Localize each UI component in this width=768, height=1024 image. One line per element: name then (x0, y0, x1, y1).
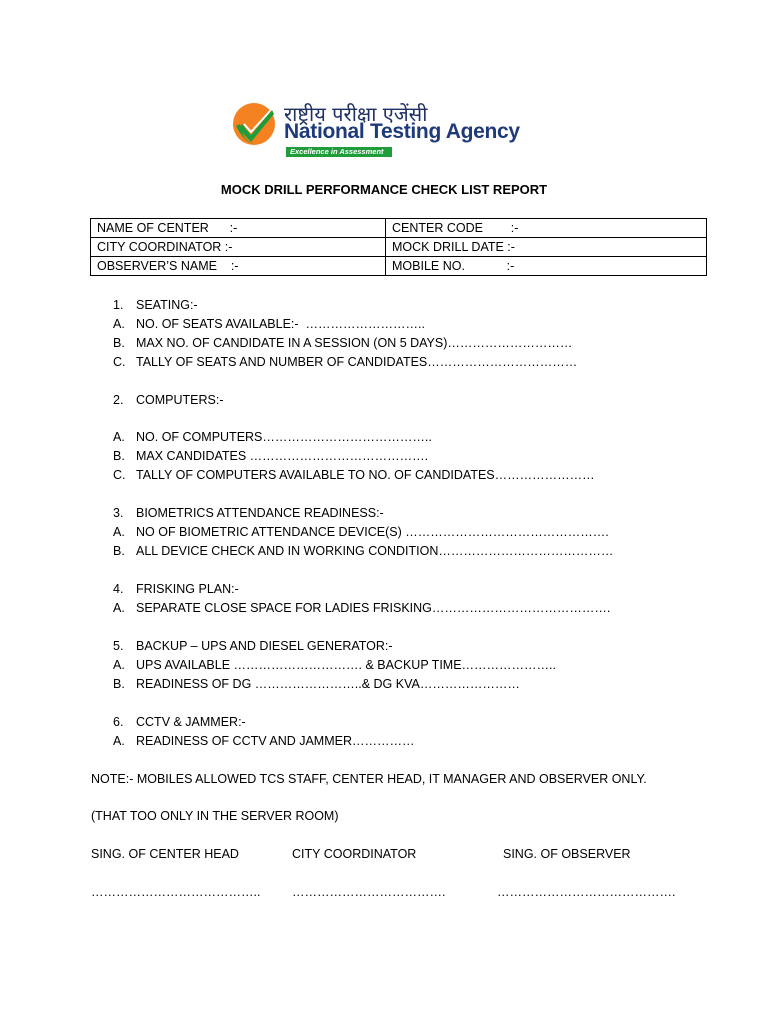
signature-label-center-head: SING. OF CENTER HEAD (91, 847, 239, 861)
item-marker: C. (113, 355, 126, 369)
list-item: READINESS OF DG ……………………..& DG KVA…………………… (136, 677, 520, 691)
section-title-computers: COMPUTERS:- (136, 393, 224, 407)
item-marker: A. (113, 317, 125, 331)
list-item: TALLY OF SEATS AND NUMBER OF CANDIDATES……………………………… (136, 355, 578, 369)
note-text: NOTE:- MOBILES ALLOWED TCS STAFF, CENTER HEAD, IT MANAGER AND OBSERVER ONLY. (91, 772, 647, 786)
list-item: READINESS OF CCTV AND JAMMER…………… (136, 734, 415, 748)
list-item: UPS AVAILABLE …………………………. & BACKUP TIME………………….. (136, 658, 556, 672)
item-marker: A. (113, 658, 125, 672)
section-number: 6. (113, 715, 124, 729)
item-marker: A. (113, 525, 125, 539)
list-item: MAX NO. OF CANDIDATE IN A SESSION (ON 5 DAYS)………………………… (136, 336, 573, 350)
section-title-frisking: FRISKING PLAN:- (136, 582, 239, 596)
table-cell-mobile-no: MOBILE NO. :- (386, 257, 707, 276)
section-number: 2. (113, 393, 124, 407)
section-number: 1. (113, 298, 124, 312)
item-marker: B. (113, 336, 125, 350)
signature-label-observer: SING. OF OBSERVER (503, 847, 631, 861)
signature-line-observer: ……………………………………. (497, 885, 676, 899)
item-marker: B. (113, 677, 125, 691)
item-marker: A. (113, 430, 125, 444)
section-title-seating: SEATING:- (136, 298, 198, 312)
item-marker: A. (113, 734, 125, 748)
checkmark-logo-icon (232, 102, 276, 146)
table-cell-city-coordinator: CITY COORDINATOR :- (91, 238, 386, 257)
list-item: MAX CANDIDATES ……………………………………. (136, 449, 429, 463)
list-item: NO. OF COMPUTERS………………………………….. (136, 430, 432, 444)
section-number: 3. (113, 506, 124, 520)
list-item: NO. OF SEATS AVAILABLE:- ……………………….. (136, 317, 425, 331)
table-cell-mock-drill-date: MOCK DRILL DATE :- (386, 238, 707, 257)
table-row (91, 238, 707, 257)
page-title: MOCK DRILL PERFORMANCE CHECK LIST REPORT (220, 182, 548, 197)
logo-hindi-text: राष्ट्रीय परीक्षा एजेंसी (284, 102, 428, 126)
signature-line-center-head: ………………………………….. (91, 885, 261, 899)
item-marker: A. (113, 601, 125, 615)
table-cell-name-of-center: NAME OF CENTER :- (91, 219, 386, 238)
list-item: ALL DEVICE CHECK AND IN WORKING CONDITION…………………………………… (136, 544, 614, 558)
item-marker: C. (113, 468, 126, 482)
logo-name-text: National Testing Agency (284, 120, 520, 143)
info-table (90, 218, 707, 276)
table-row (91, 219, 707, 238)
logo-tagline: Excellence in Assessment (286, 147, 392, 157)
signature-label-city-coordinator: CITY COORDINATOR (292, 847, 417, 861)
section-number: 4. (113, 582, 124, 596)
nta-logo (232, 100, 522, 160)
item-marker: B. (113, 449, 125, 463)
section-number: 5. (113, 639, 124, 653)
section-title-backup: BACKUP – UPS AND DIESEL GENERATOR:- (136, 639, 393, 653)
table-cell-center-code: CENTER CODE :- (386, 219, 707, 238)
section-title-cctv: CCTV & JAMMER:- (136, 715, 246, 729)
note-text-server-room: (THAT TOO ONLY IN THE SERVER ROOM) (91, 809, 339, 823)
table-cell-observer-name: OBSERVER’S NAME :- (91, 257, 386, 276)
list-item: TALLY OF COMPUTERS AVAILABLE TO NO. OF CANDIDATES…………………… (136, 468, 595, 482)
signature-line-city-coordinator: ………………………………. (292, 885, 446, 899)
list-item: SEPARATE CLOSE SPACE FOR LADIES FRISKING……………………………………. (136, 601, 611, 615)
item-marker: B. (113, 544, 125, 558)
section-title-biometrics: BIOMETRICS ATTENDANCE READINESS:- (136, 506, 384, 520)
table-row (91, 257, 707, 276)
list-item: NO OF BIOMETRIC ATTENDANCE DEVICE(S) …………………………………………. (136, 525, 609, 539)
